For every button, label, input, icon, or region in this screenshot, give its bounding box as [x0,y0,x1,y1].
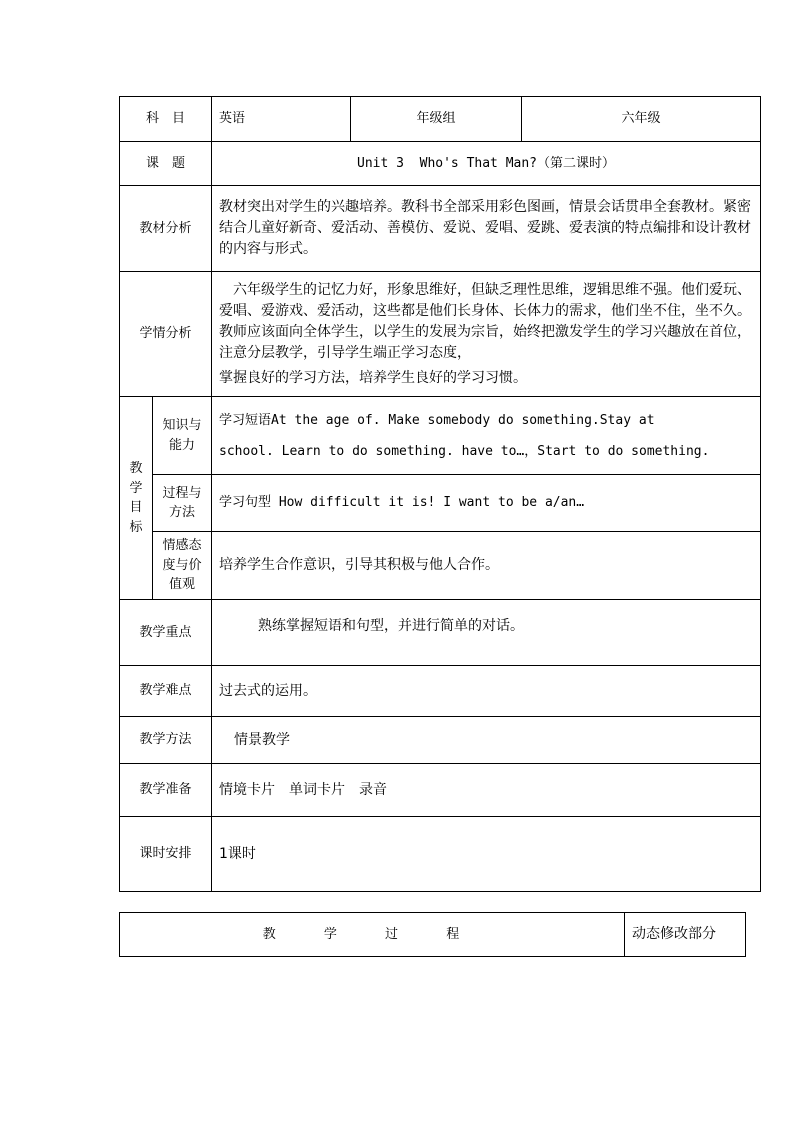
material-label: 教材分析 [120,186,212,272]
method-text: 情景教学 [212,717,761,764]
students-text-main: 六年级学生的记忆力好，形象思维好，但缺乏理性思维，逻辑思维不强。他们爱玩、爱唱、爱游戏、爱活动，这些都是他们长身体、长体力的需求，他们坐不住，坐不久。教师应该面向全体学生，以学生的发展为宗旨，始终把激发学生的学习兴趣放在首位，注意分层教学，引导学生端正学习态度， [219,281,752,361]
knowledge-label [153,397,212,475]
material-text: 教材突出对学生的兴趣培养。教科书全部采用彩色图画，情景会话贯串全套教材。紧密结合儿童好新奇、爱活动、善模仿、爱说、爱唱、爱跳、爱表演的特点编排和设计教材的内容与形式。 [212,186,761,272]
key-text: 熟练掌握短语和句型，并进行简单的对话。 [212,600,761,666]
subject-value: 英语 [212,97,351,142]
teaching-process-title: 教 学 过 程 [120,913,625,957]
emotion-label-line: 情感态 [162,538,202,554]
students-text-end: 掌握良好的学习方法，培养学生良好的学习习惯。 [219,369,528,386]
goals-label [120,397,153,600]
schedule-text: 1课时 [212,817,761,892]
knowledge-line: school. Learn to do something. have to…，Start to do something. [219,443,710,459]
prep-label: 教学准备 [120,764,212,817]
emotion-label [153,532,212,600]
subject-label: 科 目 [120,97,212,142]
students-label: 学情分析 [120,272,212,397]
process-label-line: 方法 [169,505,196,520]
prep-text: 情境卡片 单词卡片 录音 [212,764,761,817]
grade-label: 年级组 [351,97,522,142]
goals-label-char: 标 [129,519,143,535]
grade-value: 六年级 [522,97,761,142]
key-label: 教学重点 [120,600,212,666]
teaching-process-table [119,912,746,957]
difficult-text: 过去式的运用。 [212,666,761,717]
difficult-label: 教学难点 [120,666,212,717]
schedule-label: 课时安排 [120,817,212,892]
process-text: 学习句型 How difficult it is! I want to be a/an… [212,475,761,532]
emotion-label-line: 度与价 [162,557,202,573]
goals-label-char: 目 [129,500,143,515]
method-label: 教学方法 [120,717,212,764]
knowledge-text [212,397,761,475]
knowledge-label-line: 能力 [169,437,196,453]
topic-value: Unit 3 Who's That Man?（第二课时） [212,142,761,186]
emotion-label-line: 值观 [169,577,196,593]
students-text [212,272,761,397]
goals-label-char: 学 [129,480,143,496]
knowledge-line: 学习短语At the age of. Make somebody do something.Stay at [219,412,655,428]
lesson-plan-table [119,96,761,892]
process-label-line: 过程与 [162,485,202,501]
goals-label-char: 教 [129,461,143,476]
process-label [153,475,212,532]
dynamic-edit-label: 动态修改部分 [625,913,746,957]
emotion-text: 培养学生合作意识，引导其积极与他人合作。 [212,532,761,600]
knowledge-label-line: 知识与 [162,418,202,433]
topic-label: 课 题 [120,142,212,186]
